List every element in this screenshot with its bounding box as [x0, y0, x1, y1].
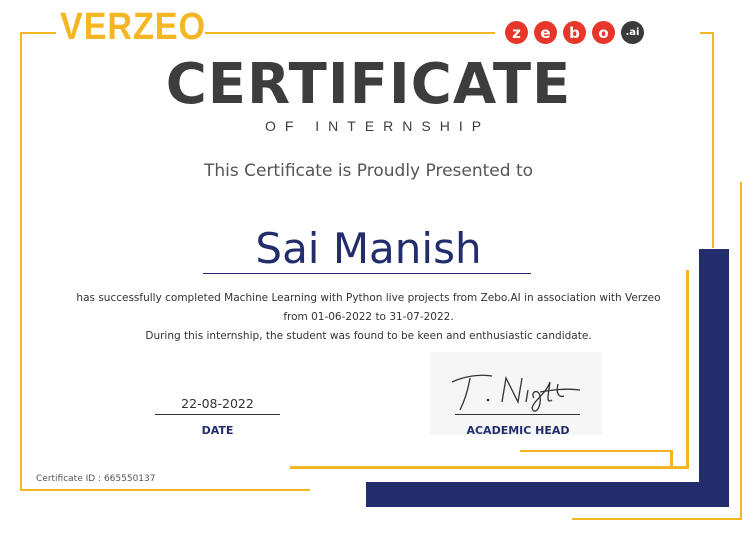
zebo-letter-b: b: [563, 21, 586, 44]
frame-top-left: [20, 32, 56, 34]
outer-gold-vertical: [740, 182, 742, 520]
name-underline: [203, 273, 531, 274]
certificate-title: CERTIFICATE: [165, 52, 572, 117]
verzeo-logo: VERZEO: [60, 6, 207, 48]
frame-bottom-left: [20, 489, 310, 491]
academic-head-label: ACADEMIC HEAD: [466, 424, 570, 437]
signature-image: [430, 352, 602, 435]
navy-band-vertical: [699, 249, 729, 507]
signature-underline: [455, 414, 580, 415]
navy-band-horizontal: [366, 482, 729, 507]
zebo-letter-o: o: [592, 21, 615, 44]
zebo-letter-e: e: [534, 21, 557, 44]
zebo-letter-ai: .ai: [621, 21, 644, 44]
outer-gold-horizontal: [572, 518, 742, 520]
date-range-text: from 01-06-2022 to 31-07-2022.: [283, 311, 454, 323]
presented-to-text: This Certificate is Proudly Presented to: [203, 161, 534, 181]
certificate-id: Certificate ID : 665550137: [36, 474, 156, 484]
inner-gold-horizontal: [290, 466, 689, 469]
signature-area: [430, 352, 602, 435]
recipient-name: Sai Manish: [255, 224, 482, 273]
frame-top-middle: [205, 32, 495, 34]
inner-gold-short-h: [520, 450, 672, 452]
completion-text: has successfully completed Machine Learning with Python live projects from Zebo.AI in association with Verzeo: [76, 292, 661, 304]
inner-gold-short: [670, 450, 673, 468]
zebo-logo: [505, 21, 644, 44]
date-label: DATE: [201, 424, 234, 437]
zebo-letter-z: z: [505, 21, 528, 44]
date-underline: [155, 414, 280, 415]
issue-date: 22-08-2022: [181, 396, 254, 411]
remark-text: During this internship, the student was found to be keen and enthusiastic candidate.: [145, 330, 592, 342]
certificate-subtitle: OF INTERNSHIP: [264, 118, 491, 134]
